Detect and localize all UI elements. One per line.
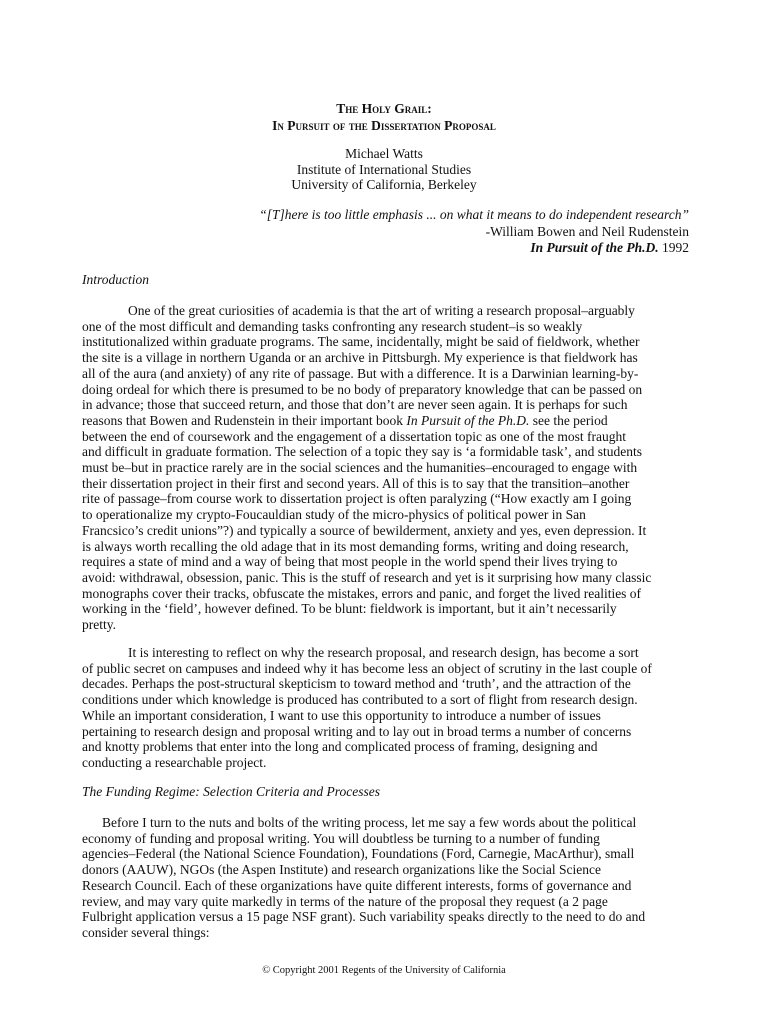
text-line: avoid: withdrawal, obsession, panic. This is the stuff of research and yet is it surprising how many classic [82,569,652,585]
text-fragment: reasons that Bowen and Rudenstein in their important book [82,412,407,428]
epigraph-quote: “[T]here is too little emphasis ... on what it means to do independent research” [259,207,689,222]
epigraph-book: In Pursuit of the Ph.D. [530,240,659,255]
text-line: their dissertation project in their first and second years. All of this is to say that the transition–another [82,475,630,491]
paragraph-1 [82,303,692,633]
text-line: Before I turn to the nuts and bolts of the writing process, let me say a few words about the political [102,815,637,830]
text-line: pertaining to research design and proposal writing and to lay out in broad terms a number of concerns [82,723,632,739]
text-line: Francsico’s credit unions”?) and typically a source of bewilderment, anxiety and yes, even depression. It [82,522,647,538]
text-line: and knotty problems that enter into the long and complicated process of framing, designing and [82,739,598,755]
text-line: to operationalize my crypto-Foucauldian study of the micro-physics of political power in San [82,507,586,523]
text-line: the site is a village in northern Uganda or an archive in Pittsburgh. My experience is that fieldwork has [82,350,638,366]
title-line-2: In Pursuit of the Dissertation Proposal [272,118,496,133]
text-line: all of the aura (and anxiety) of any rite of passage. But with a difference. It is a Darwinian learning-by- [82,365,639,381]
text-line: decades. Perhaps the post-structural skepticism to toward method and ‘truth’, and the attraction of the [82,676,631,692]
text-line: rite of passage–from course work to dissertation project is often paralyzing (“How exactly am I going [82,491,632,507]
text-line: of public secret on campuses and indeed why it has become less an object of scrutiny in the last couple of [82,660,652,676]
section-heading-funding: The Funding Regime: Selection Criteria and Processes [82,784,380,799]
text-line: must be–but in practice rarely are in the social sciences and the humanities–encouraged to engage with [82,460,638,476]
title-line-1: The Holy Grail: [336,101,432,116]
paragraph-3 [82,815,692,941]
document-title [0,100,768,134]
epigraph [259,207,689,257]
author-university: University of California, Berkeley [291,177,477,192]
text-line: pretty. [82,617,116,633]
text-line: economy of funding and proposal writing. You will doubtless be turning to a number of funding [82,830,600,846]
author-name: Michael Watts [345,146,423,161]
text-line: review, and may vary quite markedly in terms of the nature of the proposal they request (a 2 page [82,893,608,909]
text-line: donors (AAUW), NGOs (the Aspen Institute) and research organizations like the Social Science [82,862,601,878]
text-line: between the end of coursework and the engagement of a dissertation topic as one of the most fraught [82,428,626,444]
text-line: requires a state of mind and a way of being that most people in the world spend their lives trying to [82,554,618,570]
epigraph-attribution: -William Bowen and Neil Rudenstein [485,223,689,239]
text-line: in advance; those that succeed return, and those that don’t are never seen again. It is perhaps for such [82,397,628,413]
text-line [82,413,692,429]
text-line: and difficult in graduate formation. The selection of a topic they say is ‘a formidable task’, and students [82,444,642,460]
text-line: It is interesting to reflect on why the research proposal, and research design, has become a sort [128,645,639,660]
section-heading-introduction: Introduction [82,272,149,287]
text-line: One of the great curiosities of academia is that the art of writing a research proposal–arguably [128,303,635,318]
text-line: Research Council. Each of these organizations have quite different interests, forms of governance and [82,877,632,893]
paragraph-2 [82,645,692,771]
text-line: working in the ‘field’, however defined. To be blunt: fieldwork is important, but it ain’t necessarily [82,601,617,617]
epigraph-year: 1992 [658,240,689,255]
text-line: While an important consideration, I want to use this opportunity to introduce a number of issues [82,707,601,723]
text-line: doing ordeal for which there is presumed to be no body of preparatory knowledge that can be passed on [82,381,643,397]
text-line: agencies–Federal (the National Science Foundation), Foundations (Ford, Carnegie, MacArthur), small [82,846,635,862]
copyright-footer: © Copyright 2001 Regents of the University of California [262,965,506,976]
author-block [0,146,768,193]
text-line: is always worth recalling the old adage that in its most demanding forms, writing and doing research, [82,538,629,554]
text-line: conducting a researchable project. [82,754,267,770]
text-line: institutionalized within graduate programs. The same, incidentally, might be said of fieldwork, whether [82,334,640,350]
author-institute: Institute of International Studies [296,161,472,177]
epigraph-source [259,240,689,257]
text-fragment: see the period [529,412,608,428]
book-title: In Pursuit of the Ph.D. [406,412,530,428]
text-line: consider several things: [82,924,210,940]
text-line: conditions under which knowledge is produced has contributed to a sort of flight from research design. [82,692,638,708]
text-line: Fulbright application versus a 15 page NSF grant). Such variability speaks directly to the need to do and [82,909,646,925]
text-line: one of the most difficult and demanding tasks confronting any research student–is so weakly [82,318,583,334]
text-line: monographs cover their tracks, obfuscate the mistakes, errors and panic, and forget the lived realities of [82,585,642,601]
